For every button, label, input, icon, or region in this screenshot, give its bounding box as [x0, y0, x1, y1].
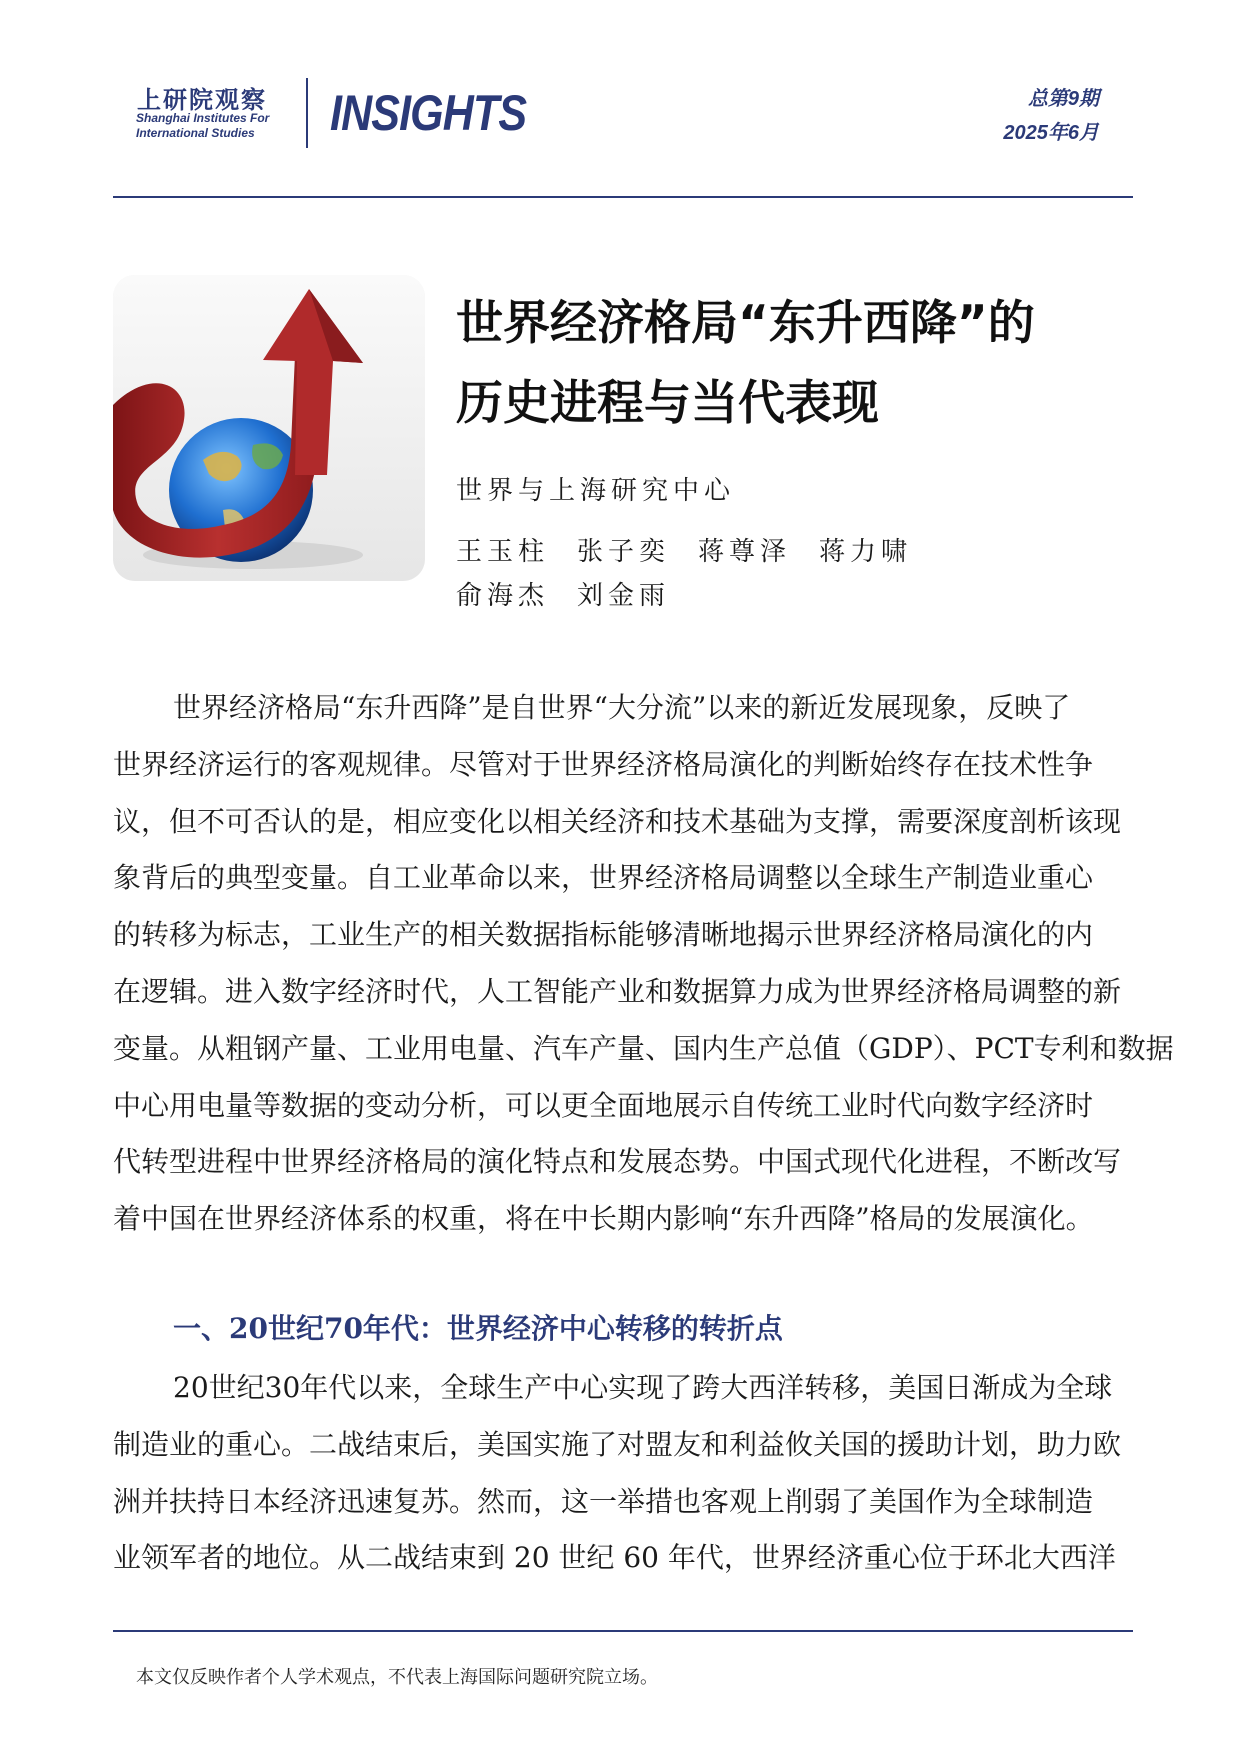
author-name: 蒋力啸 — [819, 537, 913, 567]
logo-english-line1: Shanghai Institutes For — [136, 111, 270, 125]
logo-chinese: 上研院观察 — [137, 85, 267, 114]
author-name: 蒋尊泽 — [698, 537, 792, 567]
logo-english-line2: International Studies — [136, 126, 255, 140]
text-line: 中心用电量等数据的变动分析，可以更全面地展示自传统工业时代向数字经济时 — [113, 1088, 1094, 1122]
text-line: 象背后的典型变量。自工业革命以来，世界经济格局调整以全球生产制造业重心 — [113, 861, 1094, 895]
author-name: 俞海杰 — [456, 581, 550, 611]
article-title-line1: 世界经济格局“东升西降”的 — [456, 296, 1035, 351]
author-name: 张子奕 — [577, 537, 671, 567]
text-line: 的转移为标志，工业生产的相关数据指标能够清晰地揭示世界经济格局演化的内 — [113, 918, 1094, 952]
footer-rule — [113, 1630, 1133, 1632]
issue-info — [1003, 82, 1099, 150]
author-row — [456, 530, 940, 574]
text-line: 变量。从粗钢产量、工业用电量、汽车产量、国内生产总值（GDP）、PCT专利和数据 — [113, 1031, 1174, 1065]
hero-image — [113, 275, 425, 581]
logo-english — [136, 111, 269, 141]
text-line: 代转型进程中世界经济格局的演化特点和发展态势。中国式现代化进程，不断改写 — [113, 1145, 1122, 1179]
section-paragraph — [113, 1360, 1133, 1587]
text-line: 20世纪30年代以来，全球生产中心实现了跨大西洋转移，美国日渐成为全球 — [173, 1371, 1113, 1404]
header-rule — [113, 196, 1133, 198]
article-title — [456, 284, 1035, 444]
article-title-line2: 历史进程与当代表现 — [456, 376, 879, 431]
author-row — [456, 574, 940, 618]
text-line: 世界经济运行的客观规律。尽管对于世界经济格局演化的判断始终存在技术性争 — [113, 747, 1094, 781]
series-title: INSIGHTS — [330, 85, 527, 141]
text-line: 洲并扶持日本经济迅速复苏。然而，这一举措也客观上削弱了美国作为全球制造 — [113, 1484, 1094, 1518]
section-heading: 一、20世纪70年代：世界经济中心转移的转折点 — [173, 1312, 783, 1345]
logo-divider — [306, 78, 308, 148]
author-list — [456, 530, 940, 618]
text-line: 议，但不可否认的是，相应变化以相关经济和技术基础为支撑，需要深度剖析该现 — [113, 804, 1122, 838]
research-center: 世界与上海研究中心 — [456, 476, 736, 506]
abstract-paragraph — [113, 680, 1174, 1248]
text-line: 在逻辑。进入数字经济时代，人工智能产业和数据算力成为世界经济格局调整的新 — [113, 974, 1122, 1008]
disclaimer: 本文仅反映作者个人学术观点，不代表上海国际问题研究院立场。 — [136, 1667, 658, 1688]
text-line: 世界经济格局“东升西降”是自世界“大分流”以来的新近发展现象，反映了 — [173, 691, 1071, 724]
rising-arrow-globe-illustration — [113, 275, 425, 581]
text-line: 着中国在世界经济体系的权重，将在中长期内影响“东升西降”格局的发展演化。 — [113, 1202, 1094, 1236]
author-name: 王玉柱 — [456, 537, 550, 567]
author-name: 刘金雨 — [577, 581, 671, 611]
text-line: 制造业的重心。二战结束后，美国实施了对盟友和利益攸关国的援助计划，助力欧 — [113, 1427, 1122, 1461]
text-line: 业领军者的地位。从二战结束到 20 世纪 60 年代，世界经济重心位于环北大西洋 — [113, 1541, 1116, 1575]
issue-number: 总第9期 — [1027, 88, 1099, 110]
issue-date: 2025年6月 — [1003, 122, 1099, 144]
